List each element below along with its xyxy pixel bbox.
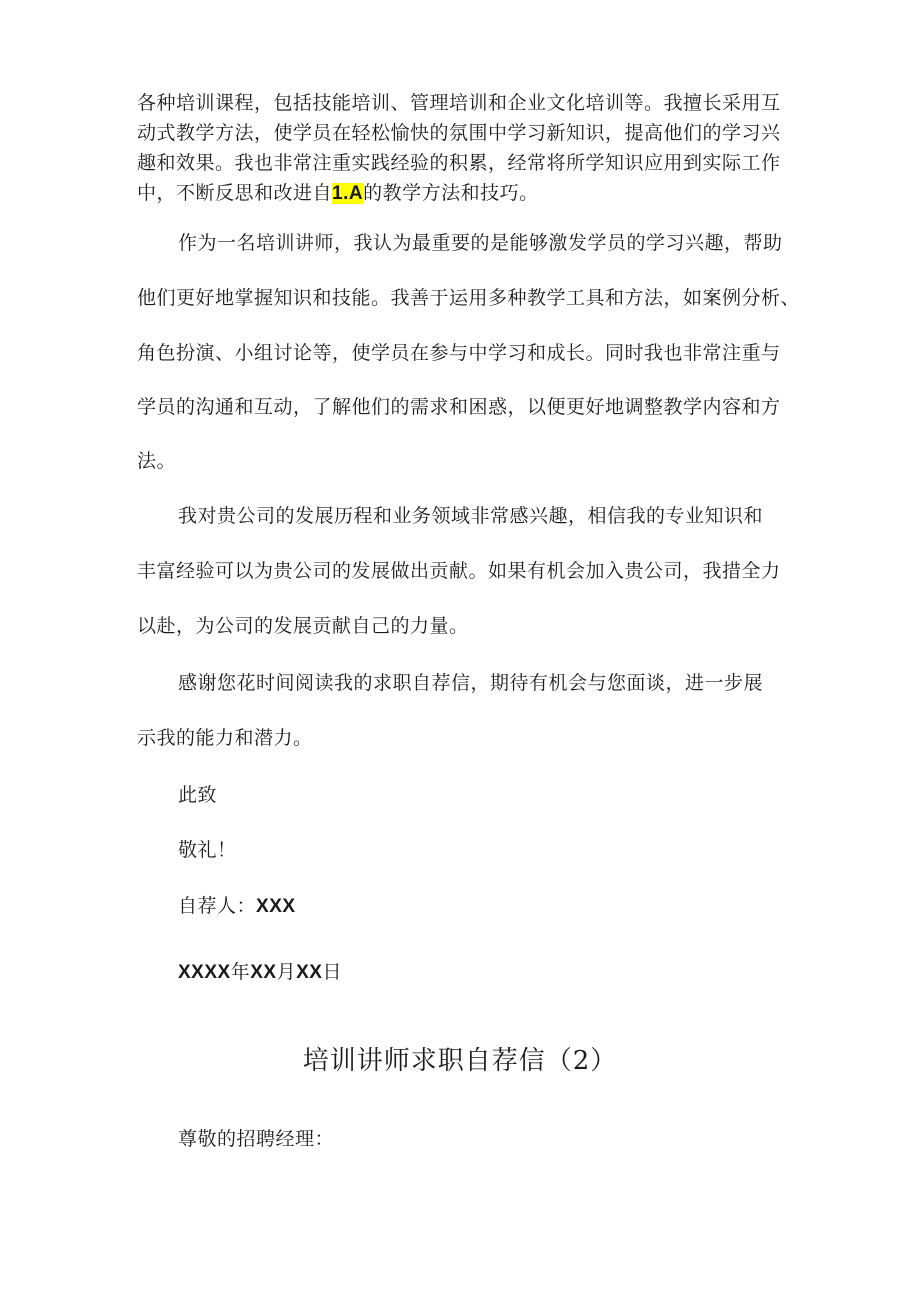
paragraph-3-line-3: 以赴，为公司的发展贡献自己的力量。 bbox=[137, 615, 469, 637]
date-line bbox=[178, 957, 342, 984]
highlighted-marker: 1.A bbox=[332, 183, 364, 204]
paragraph-1-line-4 bbox=[137, 178, 539, 205]
signer-label: 自荐人： bbox=[178, 895, 257, 917]
date-month: XX bbox=[250, 962, 277, 983]
date-year-unit: 年 bbox=[230, 961, 251, 983]
paragraph-2-line-1: 作为一名培训讲师，我认为最重要的是能够激发学员的学习兴趣，帮助 bbox=[178, 232, 783, 254]
paragraph-2-line-5: 法。 bbox=[137, 450, 177, 472]
closing-salutation-2: 敬礼！ bbox=[178, 839, 237, 861]
paragraph-2-line-2: 他们更好地掌握知识和技能。我善于运用多种教学工具和方法，如案例分析、 bbox=[137, 287, 801, 309]
date-day-unit: 日 bbox=[322, 961, 342, 983]
paragraph-1-line-4-text-a: 中，不断反思和改进自 bbox=[137, 182, 333, 204]
paragraph-3-line-2: 丰富经验可以为贵公司的发展做出贡献。如果有机会加入贵公司，我措全力 bbox=[137, 560, 781, 582]
signer-name: XXX bbox=[256, 896, 296, 917]
paragraph-2-line-3: 角色扮演、小组讨论等，使学员在参与中学习和成长。同时我也非常注重与 bbox=[137, 342, 781, 364]
paragraph-1-line-3: 趣和效果。我也非常注重实践经验的积累，经常将所学知识应用到实际工作 bbox=[137, 152, 781, 174]
paragraph-1-line-1: 各种培训课程，包括技能培训、管理培训和企业文化培训等。我擅长采用互 bbox=[137, 92, 781, 114]
date-month-unit: 月 bbox=[276, 961, 297, 983]
date-day: XX bbox=[296, 962, 323, 983]
signer-line bbox=[178, 891, 296, 918]
paragraph-4-line-1: 感谢您花时间阅读我的求职自荐信，期待有机会与您面谈，进一步展 bbox=[178, 672, 764, 694]
paragraph-1-line-4-text-b: 的教学方法和技巧。 bbox=[363, 182, 539, 204]
section-2-greeting: 尊敬的招聘经理： bbox=[178, 1128, 335, 1150]
closing-salutation-1: 此致 bbox=[178, 784, 218, 806]
paragraph-1-line-2: 动式教学方法，使学员在轻松愉快的氛围中学习新知识，提高他们的学习兴 bbox=[137, 122, 781, 144]
paragraph-3-line-1: 我对贵公司的发展历程和业务领域非常感兴趣，相信我的专业知识和 bbox=[178, 505, 764, 527]
section-2-title: 培训讲师求职自荐信（2） bbox=[302, 1046, 618, 1076]
paragraph-2-line-4: 学员的沟通和互动，了解他们的需求和困惑，以便更好地调整教学内容和方 bbox=[137, 396, 781, 418]
date-year: XXXX bbox=[178, 962, 231, 983]
paragraph-4-line-2: 示我的能力和潜力。 bbox=[137, 727, 313, 749]
